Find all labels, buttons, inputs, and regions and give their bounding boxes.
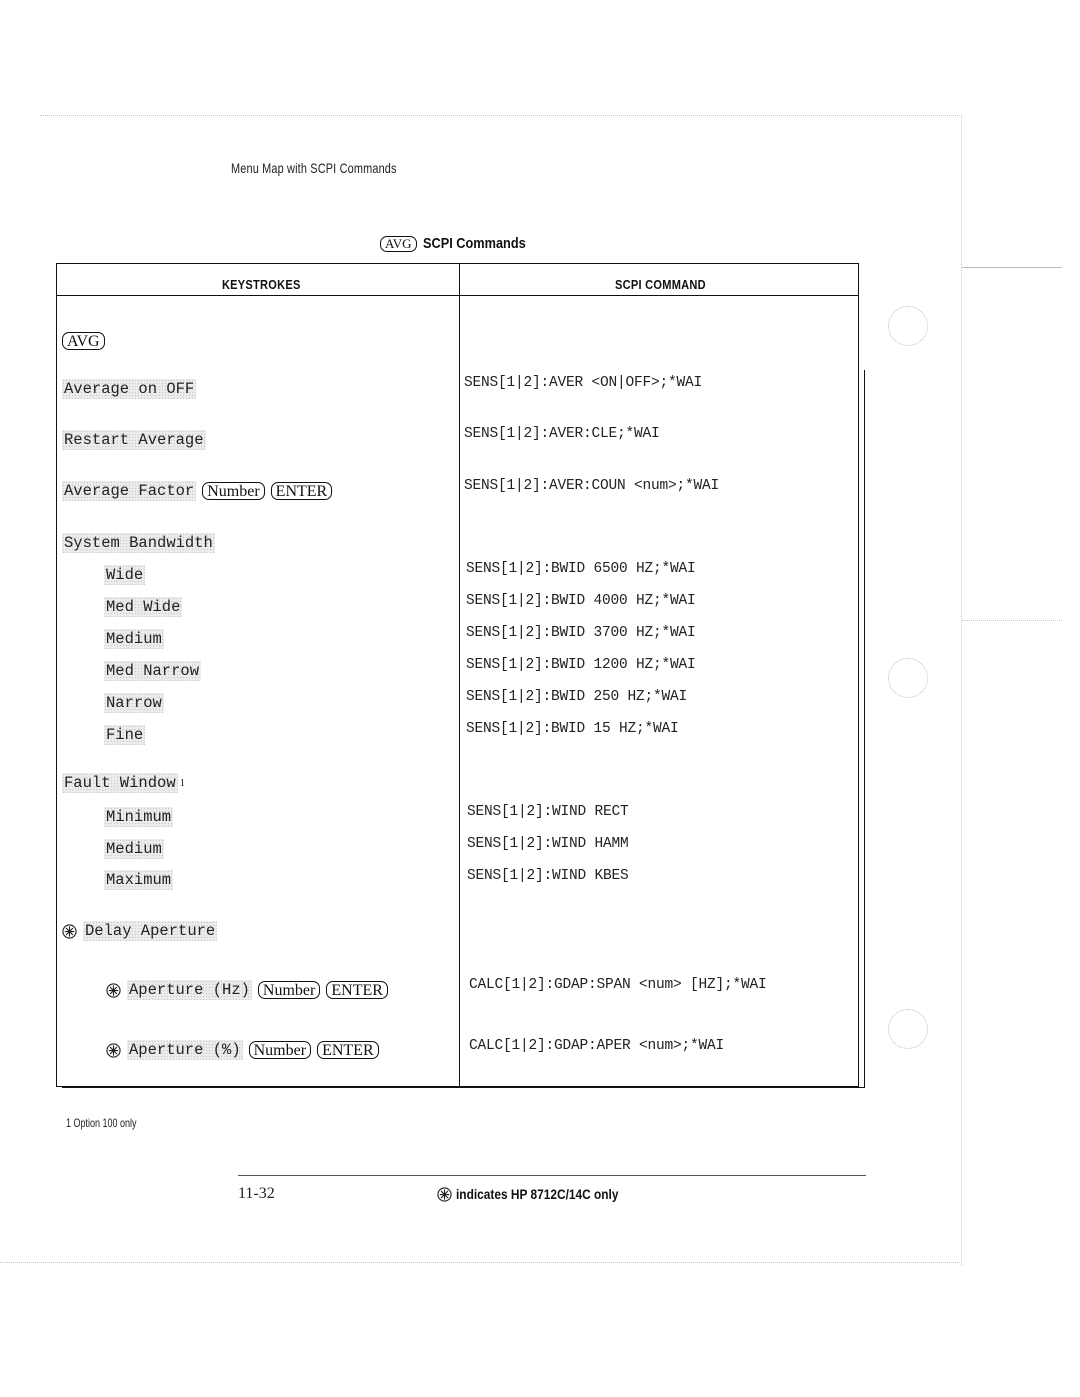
row-aperture-hz-key	[106, 979, 388, 1001]
fault-window-label: Fault Window	[64, 774, 176, 792]
column-divider	[459, 264, 460, 1086]
footer-rule	[238, 1175, 866, 1176]
row-wide-key	[104, 564, 145, 586]
softkey-average-factor: Average Factor	[64, 482, 195, 500]
title-text: SCPI Commands	[422, 235, 526, 252]
softkey-med-narrow: Med Narrow	[106, 662, 200, 680]
table-title	[380, 235, 543, 252]
softkey-narrow: Narrow	[106, 694, 162, 712]
number-hardkey: Number	[258, 981, 320, 999]
softkey-fine: Fine	[106, 726, 144, 744]
cmd-bwid-narrow: SENS[1|2]:BWID 250 HZ;*WAI	[466, 689, 688, 705]
softkey-aperture-hz: Aperture (Hz)	[129, 981, 250, 999]
row-med-wide-key	[104, 596, 182, 618]
asterisk-circle-icon	[62, 924, 77, 939]
asterisk-circle-icon	[106, 983, 121, 998]
table-bottom-rule	[62, 1087, 865, 1088]
row-delay-aperture-key	[62, 920, 217, 942]
softkey-window-medium: Medium	[106, 840, 162, 858]
row-restart-average-key	[62, 429, 206, 451]
softkey-system-bandwidth: System Bandwidth	[64, 534, 213, 552]
header-divider	[57, 295, 858, 296]
row-system-bandwidth-key	[62, 532, 215, 554]
punch-hole-1	[888, 306, 928, 346]
softkey-restart-average: Restart Average	[64, 431, 204, 449]
cmd-wind-medium: SENS[1|2]:WIND HAMM	[467, 836, 629, 852]
page-number: 11-32	[238, 1185, 275, 1202]
softkey-fault-window	[62, 773, 178, 793]
softkey-med-wide: Med Wide	[106, 598, 181, 616]
punch-hole-3	[888, 1009, 928, 1049]
row-aperture-pct-key	[106, 1039, 379, 1061]
cmd-bwid-fine: SENS[1|2]:BWID 15 HZ;*WAI	[466, 721, 679, 737]
running-head: Menu Map with SCPI Commands	[231, 160, 397, 176]
row-window-medium-key	[104, 838, 164, 860]
row-med-narrow-key	[104, 660, 201, 682]
enter-hardkey: ENTER	[326, 981, 388, 999]
footer-note	[437, 1186, 647, 1202]
cmd-bwid-wide: SENS[1|2]:BWID 6500 HZ;*WAI	[466, 561, 696, 577]
row-fault-window-key	[62, 772, 185, 794]
cmd-average-on-off: SENS[1|2]:AVER <ON|OFF>;*WAI	[464, 375, 703, 391]
softkey-delay-aperture: Delay Aperture	[85, 922, 216, 940]
enter-hardkey: ENTER	[317, 1041, 379, 1059]
row-medium-key	[104, 628, 164, 650]
softkey-wide: Wide	[106, 566, 144, 584]
row-avg-key	[62, 330, 105, 352]
softkey-maximum: Maximum	[106, 871, 172, 889]
scan-bottom-edge	[0, 1262, 960, 1263]
scan-right-edge	[961, 115, 962, 1265]
number-hardkey: Number	[202, 482, 264, 500]
footnote-ref: 1	[179, 777, 186, 789]
row-average-factor-key	[62, 480, 332, 502]
cmd-bwid-med-narrow: SENS[1|2]:BWID 1200 HZ;*WAI	[466, 657, 696, 673]
punch-hole-2	[888, 658, 928, 698]
col-head-keystrokes: KEYSTROKES	[221, 277, 301, 292]
avg-hardkey: AVG	[380, 236, 417, 252]
softkey-aperture-pct: Aperture (%)	[129, 1041, 241, 1059]
row-average-on-off-key	[62, 378, 196, 400]
asterisk-circle-icon	[106, 1043, 121, 1058]
cmd-aperture-hz: CALC[1|2]:GDAP:SPAN <num> [HZ];*WAI	[469, 977, 767, 993]
enter-hardkey: ENTER	[271, 482, 333, 500]
footnote: 1 Option 100 only	[66, 1116, 137, 1130]
cmd-average-factor: SENS[1|2]:AVER:COUN <num>;*WAI	[464, 478, 720, 494]
scan-top-edge	[40, 115, 960, 116]
softkey-medium: Medium	[106, 630, 162, 648]
scan-tab-line-2	[962, 620, 1062, 621]
scan-tab-line	[962, 267, 1062, 268]
avg-hardkey: AVG	[62, 332, 105, 350]
cmd-wind-minimum: SENS[1|2]:WIND RECT	[467, 804, 629, 820]
row-fine-key	[104, 724, 145, 746]
softkey-minimum: Minimum	[106, 808, 172, 826]
cmd-bwid-med-wide: SENS[1|2]:BWID 4000 HZ;*WAI	[466, 593, 696, 609]
cmd-restart-average: SENS[1|2]:AVER:CLE;*WAI	[464, 426, 660, 442]
softkey-average-on-off: Average on OFF	[64, 380, 195, 398]
row-narrow-key	[104, 692, 164, 714]
cmd-bwid-medium: SENS[1|2]:BWID 3700 HZ;*WAI	[466, 625, 696, 641]
cmd-aperture-pct: CALC[1|2]:GDAP:APER <num>;*WAI	[469, 1038, 725, 1054]
col-head-command: SCPI COMMAND	[615, 277, 706, 292]
number-hardkey: Number	[249, 1041, 311, 1059]
asterisk-circle-icon	[437, 1187, 452, 1202]
cmd-wind-maximum: SENS[1|2]:WIND KBES	[467, 868, 629, 884]
footer-note-text: indicates HP 8712C/14C only	[456, 1186, 619, 1202]
row-maximum-key	[104, 869, 173, 891]
table-right-rule	[864, 370, 865, 1088]
row-minimum-key	[104, 806, 173, 828]
